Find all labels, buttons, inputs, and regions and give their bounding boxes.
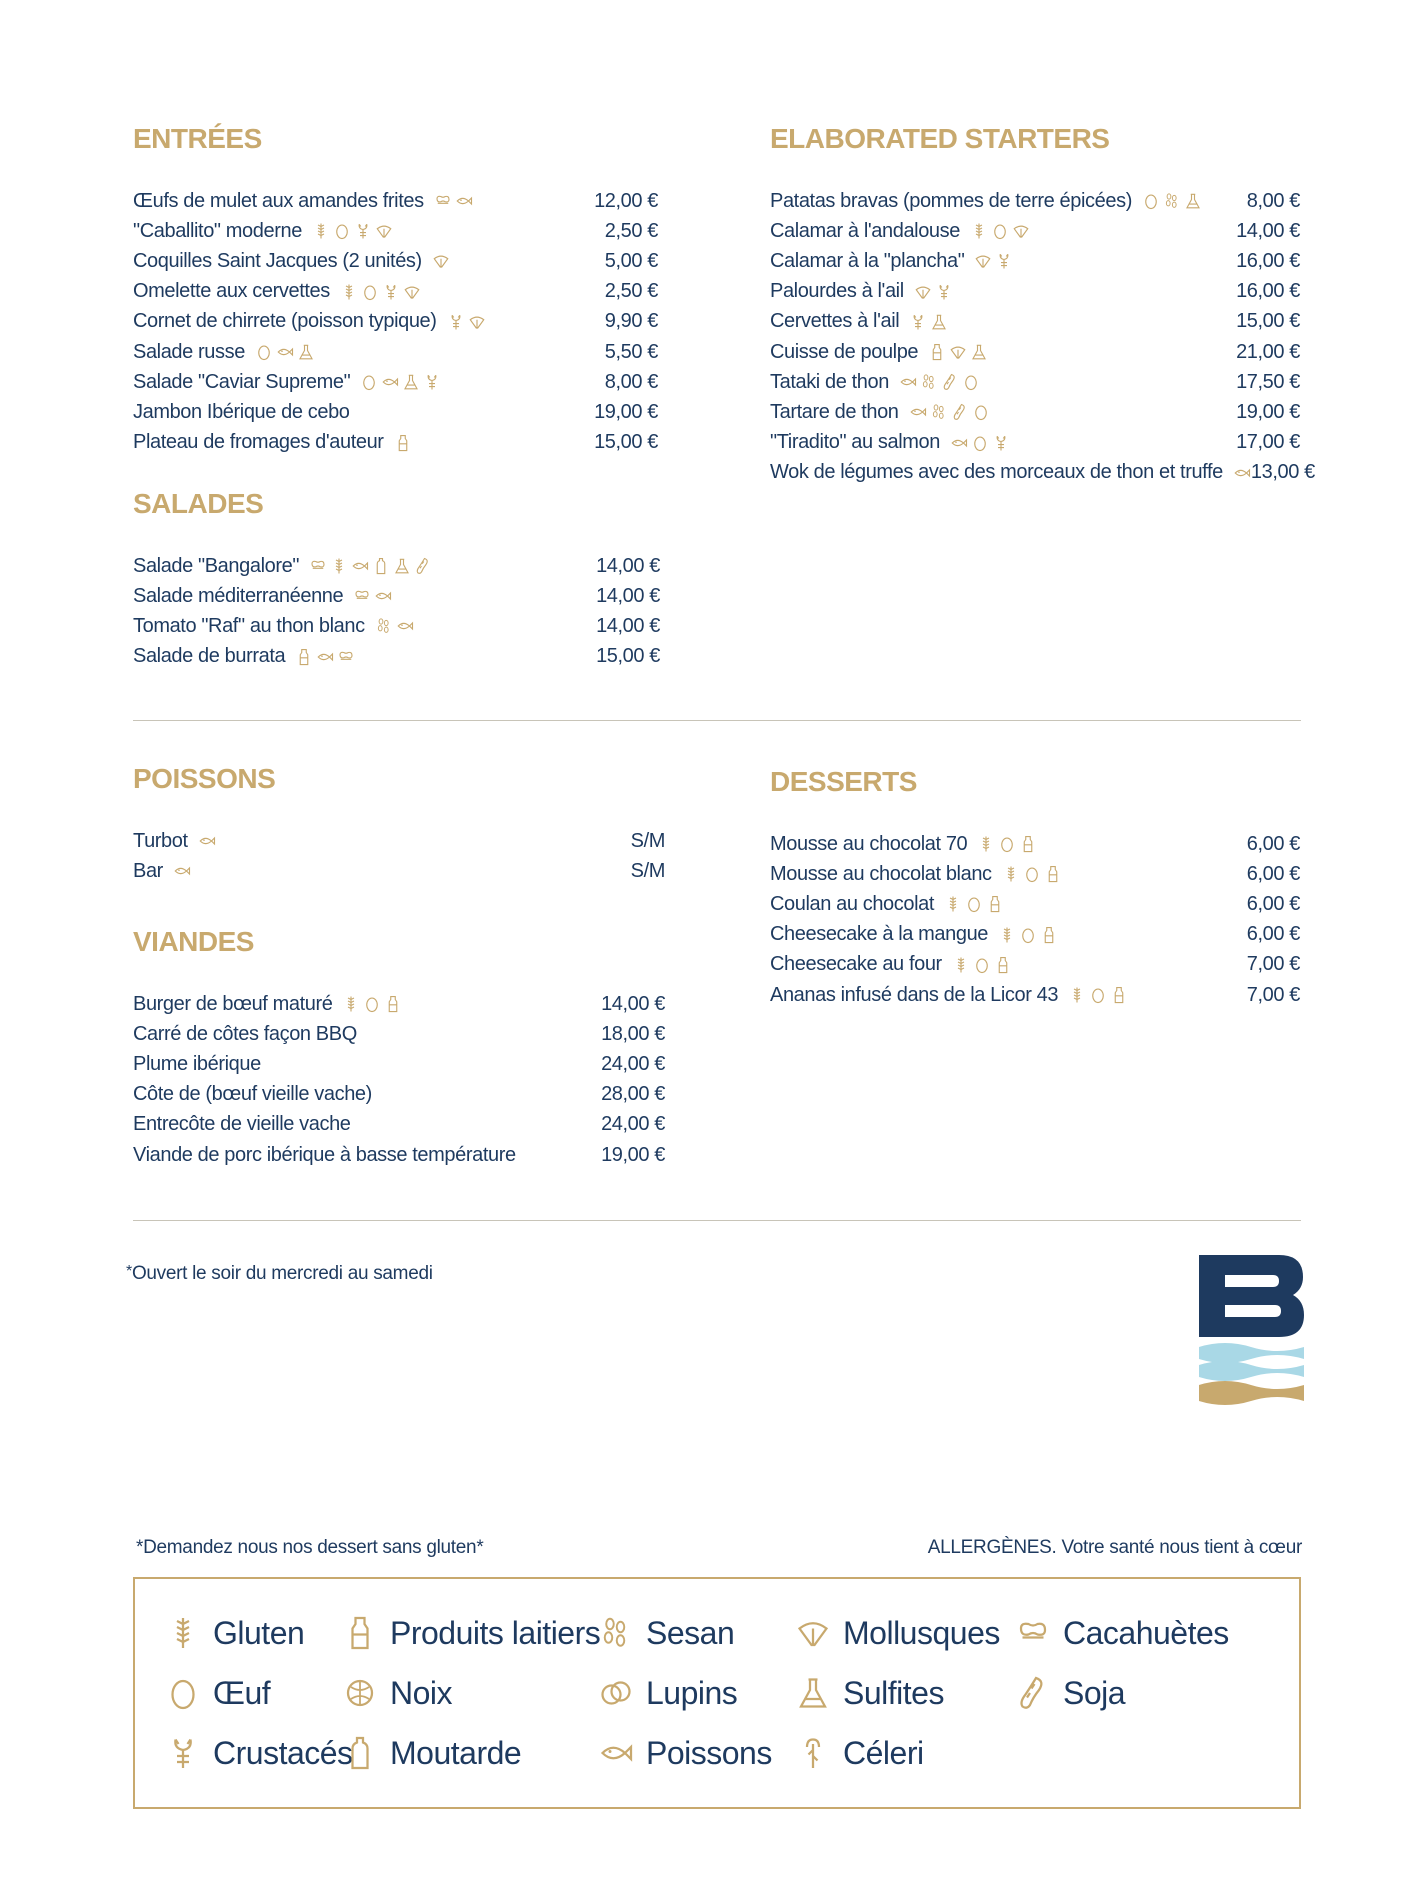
menu-item-price: 15,00 €	[594, 431, 658, 454]
legend-item	[598, 1671, 737, 1715]
menu-item	[133, 428, 658, 458]
menu-item-name: Tartare de thon	[770, 400, 899, 423]
dairy-icon	[1110, 986, 1128, 1004]
menu-item-name: Coulan au chocolat	[770, 892, 935, 915]
peanut-icon	[309, 557, 327, 575]
legend-label: Crustacés	[213, 1734, 353, 1771]
crustacean-icon	[423, 373, 441, 391]
soy-icon	[1015, 1671, 1051, 1715]
divider-top	[133, 720, 1301, 721]
legend-item	[1015, 1671, 1125, 1715]
legend-item	[1015, 1611, 1229, 1655]
legend-label: Céleri	[843, 1734, 924, 1771]
menu-item-name: Salade de burrata	[133, 645, 286, 668]
section-starters	[770, 122, 1315, 488]
section-title: POISSONS	[133, 763, 276, 794]
allergen-icons	[312, 222, 393, 240]
menu-item-name: Viande de porc ibérique à basse température	[133, 1143, 516, 1166]
section-title: DESSERTS	[770, 766, 917, 797]
fish-icon	[381, 373, 399, 391]
menu-item	[770, 920, 1300, 950]
allergen-icons	[909, 403, 990, 421]
allergen-icons	[434, 192, 473, 210]
legend-label: Lupins	[646, 1674, 738, 1711]
fish-icon	[1233, 464, 1251, 482]
legend-item	[342, 1671, 452, 1715]
fish-icon	[899, 373, 917, 391]
allergen-icons	[309, 557, 432, 575]
fish-icon	[198, 832, 216, 850]
fish-icon	[374, 587, 392, 605]
legend-item	[342, 1731, 521, 1775]
menu-item-price: 9,90 €	[604, 310, 658, 333]
sulphite-icon	[393, 557, 411, 575]
gluten-icon	[342, 995, 360, 1013]
section-desserts	[770, 765, 1300, 1010]
menu-item-price: 24,00 €	[601, 1113, 665, 1136]
menu-item-name: Wok de légumes avec des morceaux de thon et truffe	[770, 461, 1223, 484]
soy-icon	[951, 403, 969, 421]
egg-icon	[998, 835, 1016, 853]
menu-item-price: 19,00 €	[594, 400, 658, 423]
egg-icon	[962, 373, 980, 391]
gluten-icon	[1068, 986, 1086, 1004]
legend-item	[165, 1731, 353, 1775]
legend-item	[598, 1731, 772, 1775]
dairy-icon	[295, 648, 313, 666]
mollusc-icon	[795, 1611, 831, 1655]
menu-item	[133, 1140, 665, 1170]
legend-label: Noix	[390, 1674, 453, 1711]
mustard-icon	[342, 1731, 378, 1775]
lupin-icon	[598, 1671, 634, 1715]
menu-item	[133, 397, 658, 427]
egg-icon	[1142, 192, 1160, 210]
menu-item	[770, 950, 1300, 980]
crustacean-icon	[447, 313, 465, 331]
section-title: VIANDES	[133, 926, 254, 957]
legend-item	[165, 1611, 304, 1655]
egg-icon	[1089, 986, 1107, 1004]
fish-icon	[276, 343, 294, 361]
gluten-icon	[312, 222, 330, 240]
gluten-icon	[1002, 865, 1020, 883]
allergen-icons	[952, 956, 1012, 974]
dairy-icon	[342, 1611, 378, 1655]
menu-item	[770, 337, 1300, 367]
menu-item-name: Mousse au chocolat 70	[770, 832, 968, 855]
peanut-icon	[434, 192, 452, 210]
menu-item	[770, 829, 1300, 859]
dairy-icon	[384, 995, 402, 1013]
section-poissons	[133, 762, 665, 886]
menu-item	[133, 551, 660, 581]
legend-label: Soja	[1063, 1674, 1126, 1711]
menu-item	[133, 246, 658, 276]
menu-item-price: 16,00 €	[1236, 280, 1300, 303]
crustacean-icon	[354, 222, 372, 240]
soy-icon	[414, 557, 432, 575]
menu-item	[770, 367, 1300, 397]
menu-item	[133, 337, 658, 367]
menu-item-price: 17,50 €	[1236, 370, 1300, 393]
menu-item-price: 19,00 €	[1236, 400, 1300, 423]
dairy-icon	[986, 895, 1004, 913]
menu-item-name: Palourdes à l'ail	[770, 280, 904, 303]
allergen-icons	[1142, 192, 1202, 210]
legend-label: Gluten	[213, 1614, 305, 1651]
crustacean-icon	[992, 434, 1010, 452]
egg-icon	[972, 403, 990, 421]
gluten-free-note: *Demandez nous nos dessert sans gluten*	[136, 1537, 484, 1558]
allergen-icons	[342, 995, 402, 1013]
menu-item-price: 12,00 €	[594, 189, 658, 212]
menu-item	[770, 216, 1300, 246]
sesame-icon	[598, 1611, 634, 1655]
menu-item	[770, 980, 1300, 1010]
menu-item-name: Œufs de mulet aux amandes frites	[133, 189, 424, 212]
menu-item-price: 7,00 €	[1246, 983, 1300, 1006]
allergen-icons	[394, 434, 412, 452]
menu-item	[133, 1049, 665, 1079]
mollusc-icon	[468, 313, 486, 331]
menu-item	[133, 611, 660, 641]
allergen-icons	[1233, 464, 1251, 482]
legend-item	[165, 1671, 270, 1715]
allergen-icons	[432, 252, 450, 270]
peanut-icon	[353, 587, 371, 605]
menu-item-price: 7,00 €	[1246, 953, 1300, 976]
divider-bottom	[133, 1220, 1301, 1221]
legend-label: Œuf	[213, 1674, 271, 1711]
allergen-icons	[255, 343, 315, 361]
menu-item-name: Salade russe	[133, 340, 245, 363]
menu-item-name: Jambon Ibérique de cebo	[133, 400, 350, 423]
egg-icon	[165, 1671, 201, 1715]
menu-item-price: 16,00 €	[1236, 249, 1300, 272]
allergen-icons	[295, 648, 355, 666]
dairy-icon	[928, 343, 946, 361]
mustard-icon	[372, 557, 390, 575]
menu-item-name: Carré de côtes façon BBQ	[133, 1022, 357, 1045]
menu-item	[770, 397, 1300, 427]
menu-item-name: Côte de (bœuf vieille vache)	[133, 1083, 372, 1106]
menu-item	[133, 856, 665, 886]
legend-label: Poissons	[646, 1734, 772, 1771]
egg-icon	[361, 283, 379, 301]
menu-item-price: 15,00 €	[596, 645, 660, 668]
menu-item-name: Salade méditerranéenne	[133, 584, 344, 607]
allergen-icons	[950, 434, 1010, 452]
fish-icon	[950, 434, 968, 452]
menu-item-price: 13,00 €	[1250, 461, 1315, 484]
menu-item-name: Ananas infusé dans de la Licor 43	[770, 983, 1059, 1006]
fish-icon	[396, 617, 414, 635]
menu-item-price: 24,00 €	[601, 1052, 665, 1075]
sulphite-icon	[970, 343, 988, 361]
crustacean-icon	[909, 313, 927, 331]
allergen-icons	[974, 252, 1013, 270]
allergen-icons	[899, 373, 980, 391]
menu-item-price: 17,00 €	[1236, 431, 1300, 454]
menu-item	[133, 367, 658, 397]
egg-icon	[973, 956, 991, 974]
fish-icon	[598, 1731, 634, 1775]
menu-item-price: 5,00 €	[604, 249, 658, 272]
fish-icon	[909, 403, 927, 421]
menu-item-name: Bar	[133, 859, 163, 882]
dairy-icon	[1019, 835, 1037, 853]
legend-item	[598, 1611, 734, 1655]
menu-item-name: Omelette aux cervettes	[133, 280, 330, 303]
menu-item-price: 19,00 €	[601, 1143, 665, 1166]
menu-item-price: 8,00 €	[1246, 189, 1300, 212]
menu-item-name: Cheesecake à la mangue	[770, 923, 989, 946]
opening-hours-note	[126, 1263, 433, 1285]
allergen-icons	[447, 313, 486, 331]
legend-label: Sulfites	[843, 1674, 944, 1711]
menu-item-price: 2,50 €	[604, 280, 658, 303]
menu-item-price: S/M	[630, 859, 665, 882]
legend-label: Cacahuètes	[1063, 1614, 1229, 1651]
menu-item-name: Cuisse de poulpe	[770, 340, 919, 363]
section-viandes	[133, 925, 665, 1170]
egg-icon	[255, 343, 273, 361]
egg-icon	[1023, 865, 1041, 883]
menu-item-price: 5,50 €	[604, 340, 658, 363]
egg-icon	[1019, 926, 1037, 944]
section-title: ELABORATED STARTERS	[770, 123, 1110, 154]
crustacean-icon	[165, 1731, 201, 1775]
allergen-icons	[944, 895, 1004, 913]
sulphite-icon	[930, 313, 948, 331]
menu-item-price: 14,00 €	[596, 584, 660, 607]
menu-item-price: 14,00 €	[596, 554, 660, 577]
menu-item	[770, 428, 1300, 458]
opening-text: Ouvert le soir du mercredi au samedi	[131, 1263, 433, 1284]
menu-item	[133, 826, 665, 856]
menu-item-price: 6,00 €	[1246, 862, 1300, 885]
mollusc-icon	[432, 252, 450, 270]
section-title: ENTRÉES	[133, 123, 262, 154]
gluten-icon	[952, 956, 970, 974]
menu-item-name: Tomato "Raf" au thon blanc	[133, 614, 365, 637]
allergen-icons	[340, 283, 421, 301]
menu-item-price: 21,00 €	[1236, 340, 1300, 363]
allergen-icons	[1068, 986, 1128, 1004]
legend-label: Mollusques	[843, 1614, 1000, 1651]
allergen-icons	[198, 832, 216, 850]
menu-item-name: Plateau de fromages d'auteur	[133, 431, 384, 454]
menu-item	[770, 458, 1315, 488]
legend-item	[795, 1671, 944, 1715]
menu-item-price: 2,50 €	[604, 219, 658, 242]
menu-item-name: Entrecôte de vieille vache	[133, 1113, 351, 1136]
menu-item-price: 28,00 €	[601, 1083, 665, 1106]
mollusc-icon	[375, 222, 393, 240]
egg-icon	[971, 434, 989, 452]
sulphite-icon	[297, 343, 315, 361]
allergen-icons	[914, 283, 953, 301]
menu-item	[133, 642, 660, 672]
egg-icon	[363, 995, 381, 1013]
dairy-icon	[394, 434, 412, 452]
dairy-icon	[1040, 926, 1058, 944]
legend-item	[795, 1731, 924, 1775]
menu-item	[133, 1019, 665, 1049]
menu-item	[133, 186, 658, 216]
legend-label: Sesan	[646, 1614, 735, 1651]
crustacean-icon	[382, 283, 400, 301]
allergen-icons	[353, 587, 392, 605]
menu-item	[133, 581, 660, 611]
mollusc-icon	[974, 252, 992, 270]
allergens-header: ALLERGÈNES. Votre santé nous tient à cœur	[927, 1537, 1302, 1558]
menu-item-name: Plume ibérique	[133, 1052, 261, 1075]
menu-item-price: 14,00 €	[601, 992, 665, 1015]
menu-item-name: Cheesecake au four	[770, 953, 942, 976]
menu-item	[133, 216, 658, 246]
opening-star: *	[126, 1263, 132, 1280]
fish-icon	[351, 557, 369, 575]
peanut-icon	[337, 648, 355, 666]
dairy-icon	[1044, 865, 1062, 883]
sulphite-icon	[1184, 192, 1202, 210]
menu-item-name: Salade "Bangalore"	[133, 554, 300, 577]
mollusc-icon	[949, 343, 967, 361]
menu-item-name: Salade "Caviar Supreme"	[133, 370, 351, 393]
gluten-icon	[330, 557, 348, 575]
menu-item-name: Coquilles Saint Jacques (2 unités)	[133, 249, 422, 272]
sulphite-icon	[795, 1671, 831, 1715]
menu-item	[770, 186, 1300, 216]
allergen-icons	[173, 862, 191, 880]
allergen-icons	[360, 373, 441, 391]
sesame-icon	[930, 403, 948, 421]
menu-item-price: 15,00 €	[1236, 310, 1300, 333]
sesame-icon	[1163, 192, 1181, 210]
menu-item	[770, 307, 1300, 337]
crustacean-icon	[995, 252, 1013, 270]
gluten-icon	[998, 926, 1016, 944]
menu-item-price: 18,00 €	[601, 1022, 665, 1045]
section-entrees	[133, 122, 658, 458]
menu-item-name: Calamar à l'andalouse	[770, 219, 960, 242]
allergen-icons	[375, 617, 414, 635]
menu-item-name: "Caballito" moderne	[133, 219, 302, 242]
allergen-icons	[909, 313, 948, 331]
egg-icon	[965, 895, 983, 913]
legend-label: Moutarde	[390, 1734, 522, 1771]
menu-item-name: Cornet de chirrete (poisson typique)	[133, 310, 437, 333]
fish-icon	[173, 862, 191, 880]
celery-icon	[795, 1731, 831, 1775]
menu-item-name: Mousse au chocolat blanc	[770, 862, 992, 885]
menu-item	[770, 889, 1300, 919]
gluten-icon	[977, 835, 995, 853]
brand-logo	[1199, 1255, 1304, 1405]
legend-label: Produits laitiers	[390, 1614, 601, 1651]
fish-icon	[316, 648, 334, 666]
sesame-icon	[920, 373, 938, 391]
menu-item	[133, 307, 658, 337]
menu-item-name: "Tiradito" au salmon	[770, 431, 940, 454]
gluten-icon	[340, 283, 358, 301]
peanut-icon	[1015, 1611, 1051, 1655]
legend-item	[795, 1611, 1000, 1655]
menu-item	[133, 277, 658, 307]
menu-item	[133, 989, 665, 1019]
menu-item-name: Burger de bœuf maturé	[133, 992, 333, 1015]
menu-item	[770, 246, 1300, 276]
allergen-icons	[1002, 865, 1062, 883]
menu-item-price: 6,00 €	[1246, 832, 1300, 855]
legend-item	[342, 1611, 600, 1655]
allergen-icons	[928, 343, 988, 361]
fish-icon	[455, 192, 473, 210]
menu-item-price: 6,00 €	[1246, 923, 1300, 946]
soy-icon	[941, 373, 959, 391]
mollusc-icon	[914, 283, 932, 301]
menu-item-name: Tataki de thon	[770, 370, 889, 393]
section-title: SALADES	[133, 488, 264, 519]
menu-item	[770, 859, 1300, 889]
egg-icon	[991, 222, 1009, 240]
allergen-icons	[970, 222, 1030, 240]
crustacean-icon	[935, 283, 953, 301]
section-salades	[133, 487, 660, 672]
menu-item-price: S/M	[630, 829, 665, 852]
egg-icon	[360, 373, 378, 391]
mollusc-icon	[1012, 222, 1030, 240]
menu-item	[770, 277, 1300, 307]
mollusc-icon	[403, 283, 421, 301]
sesame-icon	[375, 617, 393, 635]
menu-item-name: Cervettes à l'ail	[770, 310, 900, 333]
menu-item-price: 14,00 €	[596, 614, 660, 637]
allergen-icons	[977, 835, 1037, 853]
menu-item-price: 14,00 €	[1236, 219, 1300, 242]
dairy-icon	[994, 956, 1012, 974]
egg-icon	[333, 222, 351, 240]
nut-icon	[342, 1671, 378, 1715]
menu-item-name: Patatas bravas (pommes de terre épicées)	[770, 189, 1132, 212]
gluten-icon	[970, 222, 988, 240]
menu-item-price: 8,00 €	[604, 370, 658, 393]
sulphite-icon	[402, 373, 420, 391]
gluten-icon	[165, 1611, 201, 1655]
allergen-legend	[133, 1577, 1301, 1809]
menu-item-name: Turbot	[133, 829, 188, 852]
allergen-icons	[998, 926, 1058, 944]
menu-item	[133, 1110, 665, 1140]
menu-item-price: 6,00 €	[1246, 892, 1300, 915]
gluten-icon	[944, 895, 962, 913]
menu-item	[133, 1080, 665, 1110]
menu-item-name: Calamar à la "plancha"	[770, 249, 965, 272]
